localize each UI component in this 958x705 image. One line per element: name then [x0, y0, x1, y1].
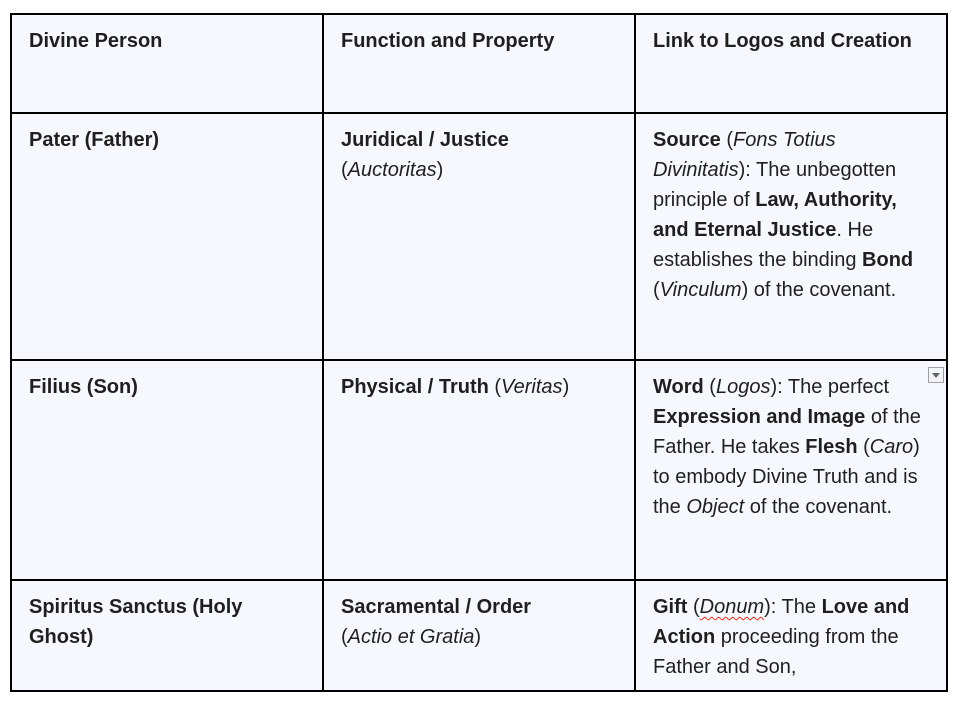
bold-run: Love and Action — [653, 596, 910, 648]
italic-run: Caro — [869, 436, 914, 458]
paren-open: ( — [341, 159, 348, 181]
cell-person[interactable] — [12, 360, 323, 580]
italic-run: Object — [686, 496, 745, 518]
text-run: ( — [857, 436, 870, 458]
person-name: Spiritus Sanctus (Holy Ghost) — [29, 596, 243, 648]
bold-run: Word — [653, 376, 704, 398]
function-property: Actio et Gratia — [347, 626, 475, 648]
bold-run: Gift — [653, 596, 688, 618]
paren-open: ( — [341, 626, 348, 648]
function-name: Juridical / Justice — [341, 129, 509, 151]
header-cell-function[interactable] — [323, 15, 635, 113]
paren-close: ) — [436, 159, 444, 181]
cell-function[interactable] — [323, 580, 635, 692]
function-property: Auctoritas — [347, 159, 437, 181]
cell-person[interactable] — [12, 580, 323, 692]
text-run: of the covenant. — [744, 496, 893, 518]
header-label: Divine Person — [29, 30, 163, 52]
italic-run: Logos — [715, 376, 771, 398]
paren-close: ) — [562, 376, 570, 398]
comparison-table — [10, 13, 948, 692]
cell-link[interactable] — [635, 580, 946, 692]
cell-function[interactable] — [323, 113, 635, 360]
italic-run: Fons Totius Divinitatis — [653, 129, 836, 181]
bold-run: Bond — [862, 249, 914, 271]
header-label: Link to Logos and Creation — [653, 30, 912, 52]
function-property: Veritas — [501, 376, 563, 398]
text-run: ) of the covenant. — [741, 279, 897, 301]
table-row — [12, 113, 946, 360]
cell-link[interactable] — [635, 113, 946, 360]
person-name: Pater (Father) — [29, 129, 160, 151]
cell-link[interactable] — [635, 360, 946, 580]
header-cell-link[interactable] — [635, 15, 946, 113]
function-name: Physical / Truth — [341, 376, 489, 398]
text-run: ( — [653, 279, 660, 301]
text-run: ): The perfect — [770, 376, 890, 398]
function-name: Sacramental / Order — [341, 596, 532, 618]
paren-open: ( — [488, 376, 502, 398]
text-run: of the Father. He takes — [653, 406, 921, 458]
misspelled-run: Donum — [699, 596, 765, 618]
cell-function[interactable] — [323, 360, 635, 580]
bold-run: Expression and Image — [653, 406, 866, 428]
paren-close: ) — [474, 626, 482, 648]
text-run: ( — [720, 129, 734, 151]
text-run: ) to embody Divine Truth and is the — [653, 436, 920, 518]
trinity-table — [12, 15, 946, 692]
cell-person[interactable] — [12, 113, 323, 360]
bold-run: Flesh — [805, 436, 858, 458]
header-cell-divine-person[interactable] — [12, 15, 323, 113]
bold-run: Source — [653, 129, 721, 151]
person-name: Filius (Son) — [29, 376, 138, 398]
chevron-down-icon[interactable] — [928, 367, 944, 383]
table-header-row — [12, 15, 946, 113]
text-run: . He establishes the binding — [653, 219, 874, 271]
text-run: ( — [687, 596, 700, 618]
text-run: ): The — [764, 596, 822, 618]
italic-run: Vinculum — [659, 279, 742, 301]
header-label: Function and Property — [341, 30, 555, 52]
text-run: ( — [703, 376, 716, 398]
bold-run: Law, Authority, and Eternal Justice — [653, 189, 897, 241]
table-row — [12, 360, 946, 580]
text-run: proceeding from the Father and Son, — [653, 626, 899, 678]
table-row — [12, 580, 946, 692]
text-run: ): The unbegotten principle of — [653, 159, 897, 211]
